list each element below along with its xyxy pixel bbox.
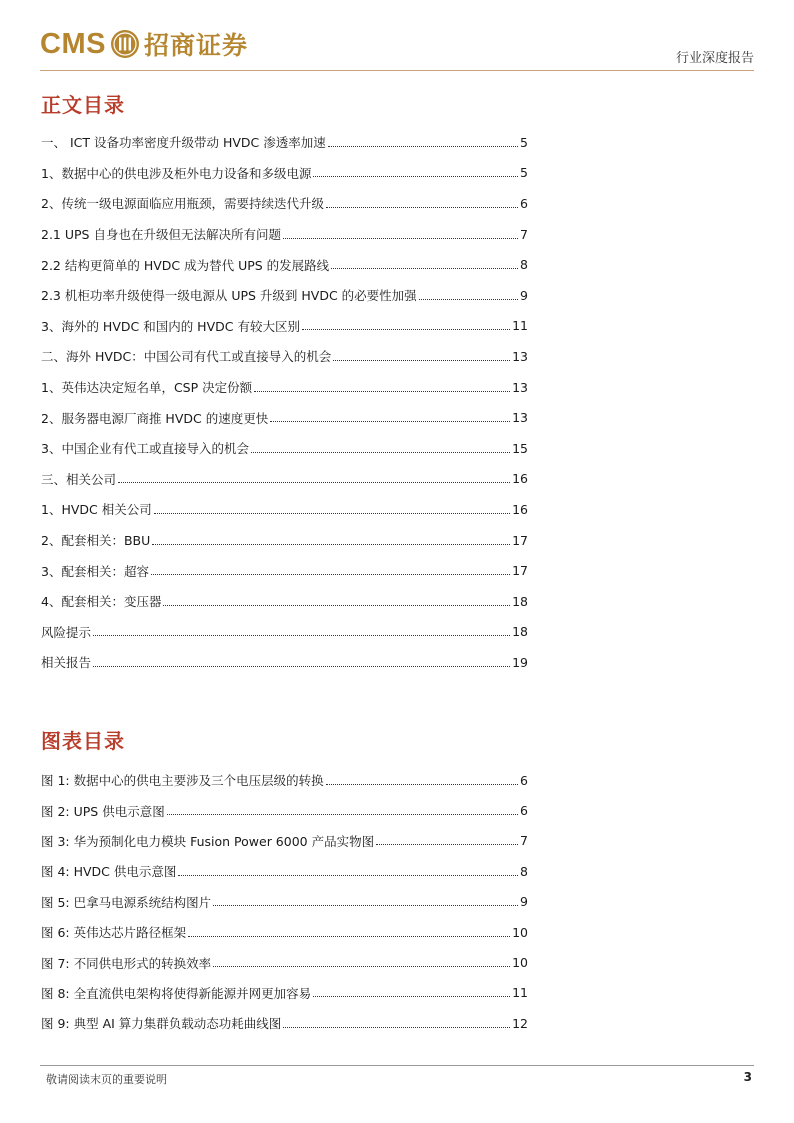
toc-entry-text: 2.2 结构更简单的 HVDC 成为替代 UPS 的发展路线 — [41, 257, 330, 273]
dot-leader — [152, 544, 510, 545]
dot-leader — [313, 176, 518, 177]
dot-leader — [283, 1027, 510, 1028]
figure-entry-text: 图 8: 全直流供电架构将使得新能源并网更加容易 — [41, 985, 312, 1001]
document-type: 行业深度报告 — [675, 51, 754, 66]
toc-entry[interactable] — [41, 647, 528, 678]
toc-entry-page: 13 — [512, 379, 528, 395]
figure-entry[interactable] — [41, 887, 528, 917]
toc-entry-page: 17 — [512, 563, 528, 579]
toc-entry-text: 相关报告 — [41, 655, 92, 671]
dot-leader — [254, 391, 510, 392]
toc-entry-page: 13 — [512, 410, 528, 426]
figure-entry-page: 9 — [520, 894, 528, 910]
toc-entry-page: 16 — [512, 471, 528, 487]
toc-entry[interactable] — [41, 249, 528, 280]
toc-entry-page: 18 — [512, 624, 528, 640]
toc-entry-text: 2、服务器电源厂商推 HVDC 的速度更快 — [41, 410, 269, 426]
toc-entry-page: 17 — [512, 532, 528, 548]
toc-entry-text: 风险提示 — [41, 624, 92, 640]
toc-entry[interactable] — [41, 188, 528, 219]
toc-entry[interactable] — [41, 127, 528, 158]
dot-leader — [213, 966, 510, 967]
toc-entry-text: 3、中国企业有代工或直接导入的机会 — [41, 441, 249, 457]
toc-entry[interactable] — [41, 555, 528, 586]
dot-leader — [118, 482, 510, 483]
dot-leader — [331, 268, 518, 269]
toc-entry-page: 11 — [512, 318, 528, 334]
toc-entry-page: 7 — [520, 226, 528, 242]
toc-entry[interactable] — [41, 617, 528, 648]
logo-emblem-icon — [110, 29, 140, 59]
company-logo — [40, 24, 248, 64]
toc-entry-text: 1、数据中心的供电涉及柜外电力设备和多级电源 — [41, 165, 312, 181]
figure-entry[interactable] — [41, 856, 528, 886]
figure-entry-text: 图 9: 典型 AI 算力集群负载动态功耗曲线图 — [41, 1016, 282, 1032]
toc-entry-page: 5 — [520, 165, 528, 181]
toc-entry-text: 三、相关公司 — [41, 471, 117, 487]
logo-latin: CMS — [40, 27, 106, 60]
figure-entry[interactable] — [41, 765, 528, 795]
toc-entry[interactable] — [41, 586, 528, 617]
footer-note: 敬请阅读末页的重要说明 — [46, 1073, 167, 1086]
figure-entry[interactable] — [41, 826, 528, 856]
toc-entry-text: 3、海外的 HVDC 和国内的 HVDC 有较大区别 — [41, 318, 300, 334]
page-header — [0, 0, 794, 74]
dot-leader — [326, 207, 518, 208]
header-divider — [40, 70, 754, 71]
toc-entry[interactable] — [41, 402, 528, 433]
figure-entry[interactable] — [41, 947, 528, 977]
footer-divider — [40, 1065, 754, 1066]
figure-entry-page: 12 — [512, 1015, 528, 1031]
dot-leader — [313, 996, 510, 997]
toc-entry-text: 1、HVDC 相关公司 — [41, 502, 152, 518]
toc-entry-page: 15 — [512, 440, 528, 456]
dot-leader — [283, 238, 518, 239]
toc-entry[interactable] — [41, 280, 528, 311]
figure-entry[interactable] — [41, 917, 528, 947]
toc-entry-text: 2、配套相关：BBU — [41, 533, 151, 549]
figure-entry-text: 图 5: 巴拿马电源系统结构图片 — [41, 894, 212, 910]
dot-leader — [270, 421, 510, 422]
dot-leader — [251, 452, 510, 453]
toc-entry[interactable] — [41, 341, 528, 372]
dot-leader — [93, 666, 510, 667]
figure-entry-page: 11 — [512, 985, 528, 1001]
toc-entry-text: 2、传统一级电源面临应用瓶颈，需要持续迭代升级 — [41, 196, 324, 212]
toc-entry-text: 4、配套相关：变压器 — [41, 594, 162, 610]
toc-entry[interactable] — [41, 158, 528, 189]
figure-entry[interactable] — [41, 1008, 528, 1038]
page-number: 3 — [743, 1070, 752, 1084]
toc-entry[interactable] — [41, 464, 528, 495]
toc-entry-page: 18 — [512, 593, 528, 609]
toc-entry-page: 13 — [512, 348, 528, 364]
toc-entry-page: 5 — [520, 134, 528, 150]
figure-entry[interactable] — [41, 978, 528, 1008]
toc-entry-page: 16 — [512, 501, 528, 517]
figure-entry-page: 7 — [520, 833, 528, 849]
dot-leader — [163, 605, 510, 606]
toc-entry-page: 9 — [520, 287, 528, 303]
figure-entry-page: 8 — [520, 863, 528, 879]
dot-leader — [376, 844, 518, 845]
toc-entry-page: 8 — [520, 257, 528, 273]
toc-title: 正文目录 — [41, 93, 125, 117]
dot-leader — [178, 875, 518, 876]
toc-entry-text: 3、配套相关：超容 — [41, 563, 149, 579]
dot-leader — [151, 574, 510, 575]
figure-entry-text: 图 4: HVDC 供电示意图 — [41, 864, 177, 880]
figure-entry-text: 图 2: UPS 供电示意图 — [41, 803, 165, 819]
toc-entry[interactable] — [41, 311, 528, 342]
toc-entry-page: 6 — [520, 195, 528, 211]
dot-leader — [419, 299, 518, 300]
toc-entry-text: 2.3 机柜功率升级使得一级电源从 UPS 升级到 HVDC 的必要性加强 — [41, 288, 417, 304]
toc-entry-text: 一、 ICT 设备功率密度升级带动 HVDC 渗透率加速 — [41, 135, 326, 151]
dot-leader — [93, 635, 510, 636]
toc-list — [41, 127, 528, 678]
dot-leader — [154, 513, 510, 514]
dot-leader — [213, 905, 518, 906]
dot-leader — [302, 329, 510, 330]
toc-entry[interactable] — [41, 525, 528, 556]
dot-leader — [333, 360, 510, 361]
figure-entry-page: 10 — [512, 955, 528, 971]
dot-leader — [326, 784, 518, 785]
figure-entry[interactable] — [41, 795, 528, 825]
dot-leader — [167, 814, 518, 815]
figure-entry-text: 图 7: 不同供电形式的转换效率 — [41, 955, 212, 971]
dot-leader — [328, 146, 518, 147]
figure-entry-page: 6 — [520, 803, 528, 819]
figure-entry-page: 10 — [512, 924, 528, 940]
dot-leader — [188, 936, 510, 937]
figure-entry-text: 图 6: 英伟达芯片路径框架 — [41, 925, 187, 941]
toc-entry-text: 1、英伟达决定短名单，CSP 决定份额 — [41, 380, 253, 396]
toc-entry[interactable] — [41, 372, 528, 403]
toc-entry-text: 二、海外 HVDC：中国公司有代工或直接导入的机会 — [41, 349, 332, 365]
toc-entry[interactable] — [41, 433, 528, 464]
figures-title: 图表目录 — [41, 729, 125, 753]
figure-entry-text: 图 1: 数据中心的供电主要涉及三个电压层级的转换 — [41, 773, 324, 789]
logo-chinese: 招商证券 — [143, 31, 248, 60]
figure-entry-text: 图 3: 华为预制化电力模块 Fusion Power 6000 产品实物图 — [41, 833, 375, 849]
figures-list — [41, 765, 528, 1039]
toc-entry-page: 19 — [512, 654, 528, 670]
figure-entry-page: 6 — [520, 772, 528, 788]
toc-entry-text: 2.1 UPS 自身也在升级但无法解决所有问题 — [41, 227, 281, 243]
toc-entry[interactable] — [41, 219, 528, 250]
toc-entry[interactable] — [41, 494, 528, 525]
